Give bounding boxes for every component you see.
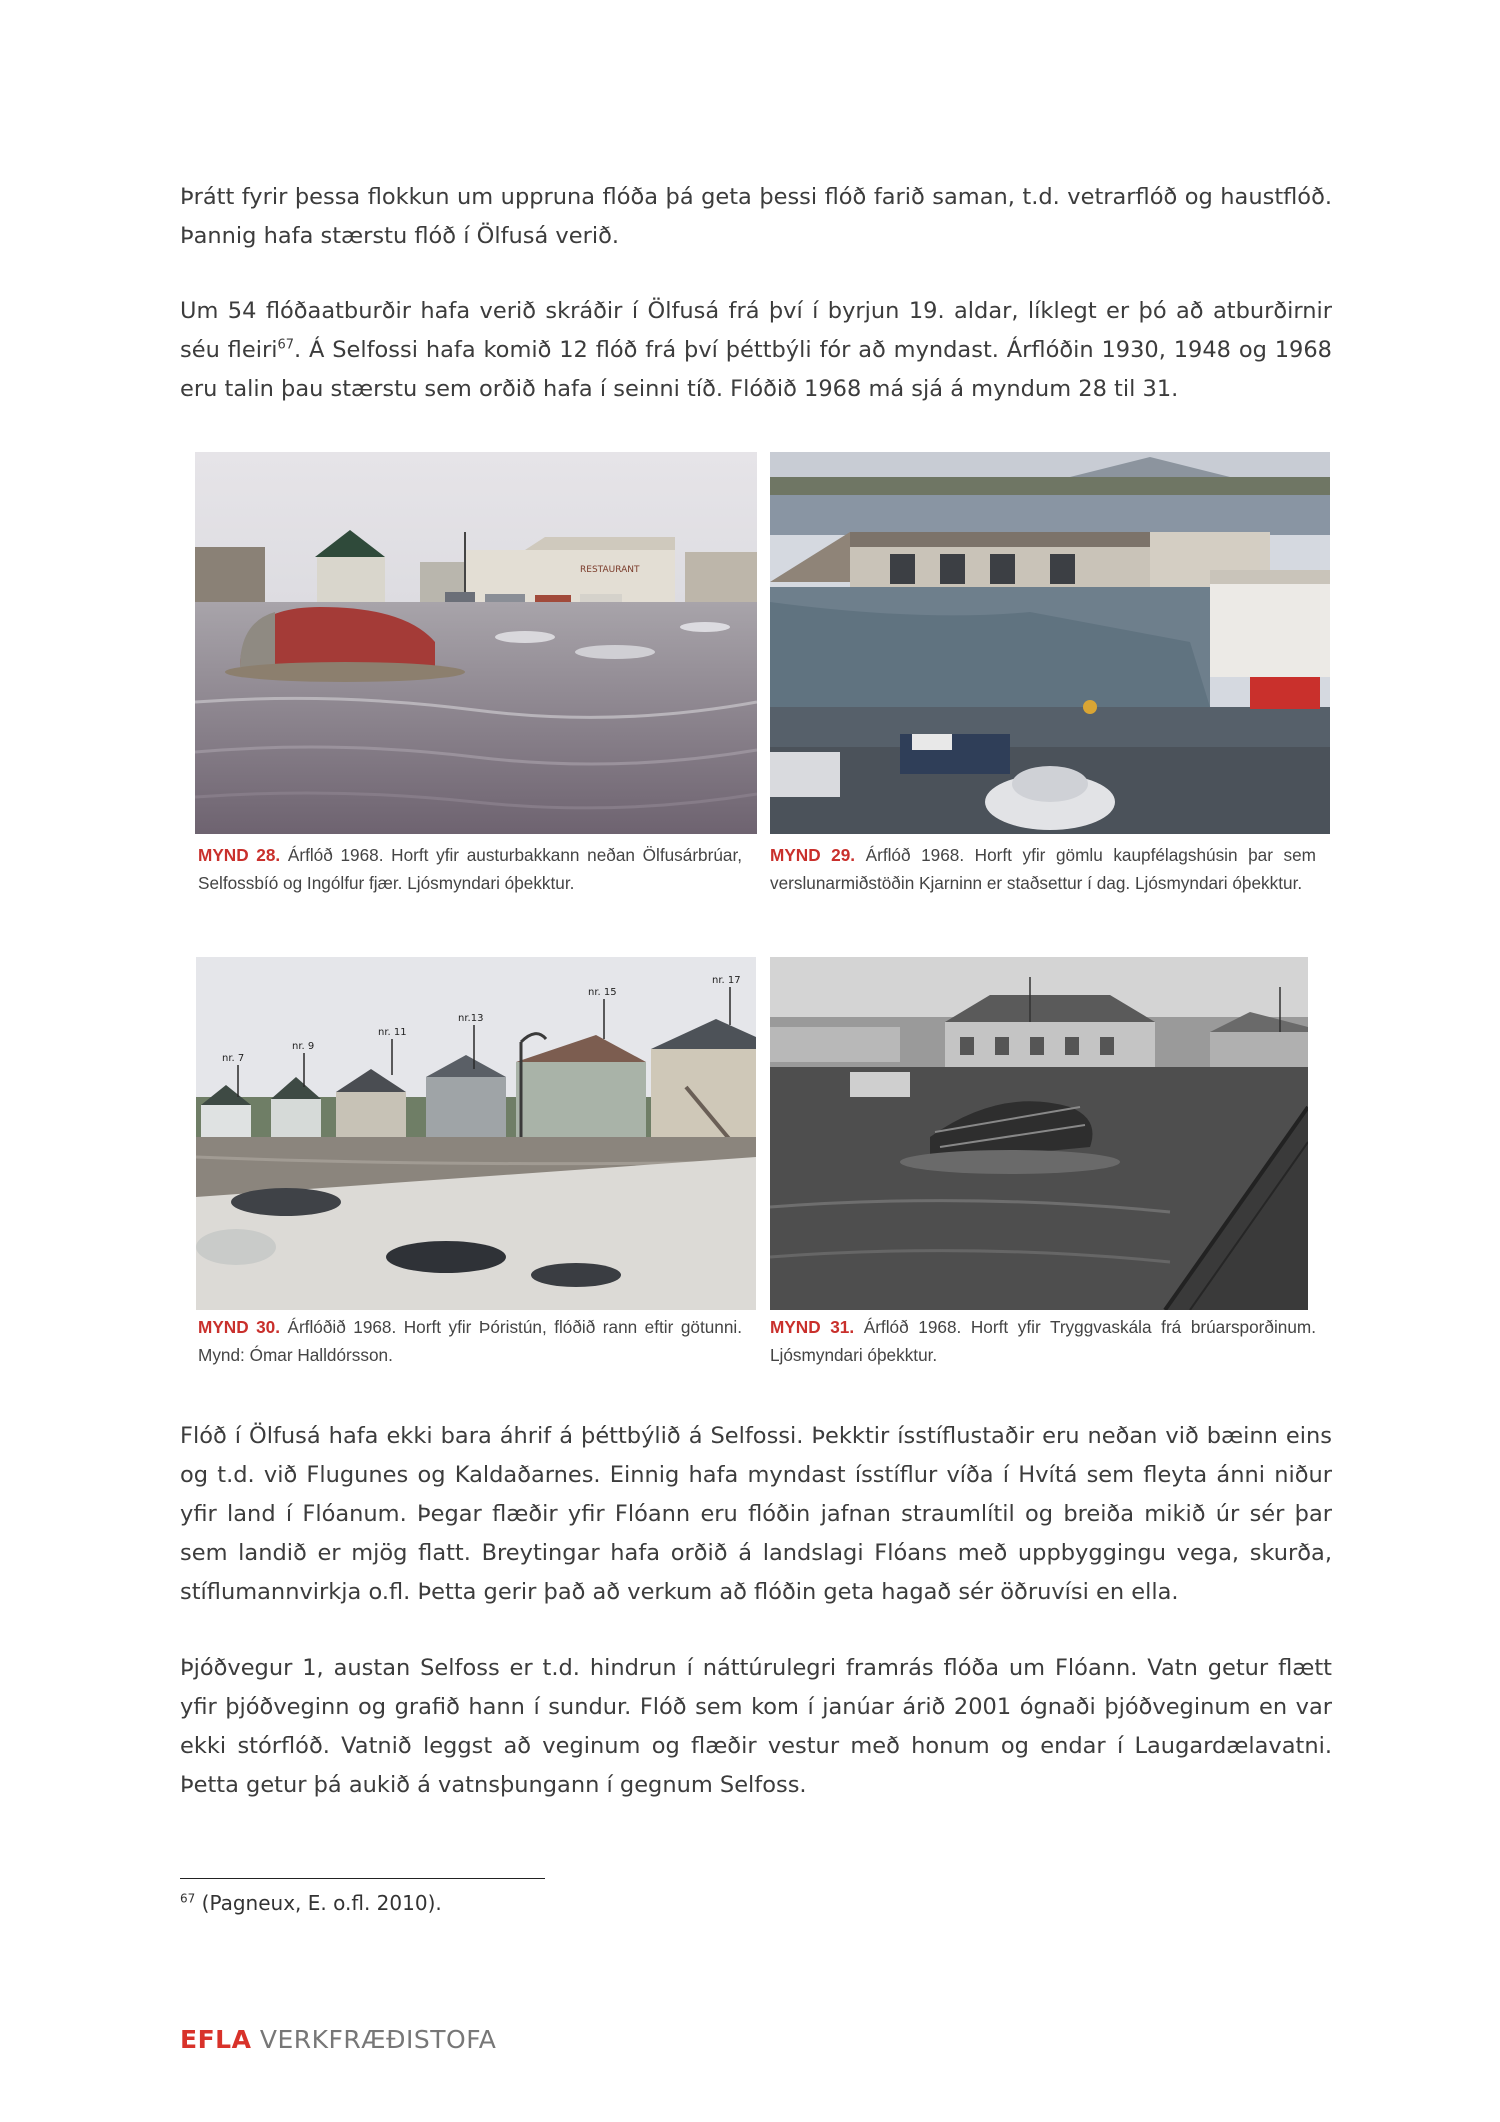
house-number-label: nr.13 xyxy=(458,1013,484,1024)
brand-subtitle: VERKFRÆÐISTOFA xyxy=(251,2025,497,2054)
footnote-divider xyxy=(180,1878,545,1879)
caption-photo-28 xyxy=(198,841,742,897)
caption-photo-31 xyxy=(770,1313,1316,1369)
flood-photo-31 xyxy=(770,957,1308,1310)
paragraph-flood-history xyxy=(180,292,1332,409)
paragraph-text: . Á Selfossi hafa komið 12 flóð frá því þéttbýli fór að myndast. Árflóðin 1930, 1948 og 1968 eru talin þau stærstu sem orðið hafa í seinni tíð. Flóðið 1968 má sjá á myndum 28 til 31. xyxy=(180,337,1332,402)
house-number-label: nr. 15 xyxy=(588,987,617,998)
caption-photo-30 xyxy=(198,1313,742,1369)
house-number-label: nr. 17 xyxy=(712,975,741,986)
figure-label: MYND 31. xyxy=(770,1317,855,1337)
footnote xyxy=(180,1888,442,1918)
figure-label: MYND 30. xyxy=(198,1317,280,1337)
caption-text: Árflóð 1968. Horft yfir Tryggvaskála frá brúarsporðinum. Ljósmyndari óþekktur. xyxy=(770,1317,1316,1365)
paragraph-text: Um 54 flóðaatburðir hafa verið skráðir í Ölfusá frá því í byrjun 19. aldar, líklegt er þó að atburðirnir séu fleiri xyxy=(180,298,1332,363)
paragraph-flood-impact: Flóð í Ölfusá hafa ekki bara áhrif á þéttbýlið á Selfossi. Þekktir ísstíflustaðir eru neðan við bæinn eins og t.d. við Flugunes og Kaldaðarnes. Einnig hafa myndast ísstíflur víða í Hvítá sem fleyta ánni niður yfir land í Flóanum. Þegar flæðir yfir Flóann eru flóðin jafnan straumlítil og breiða mikið úr sér þar sem landið er mjög flatt. Breytingar hafa orðið á landslagi Flóans með uppbyggingu vega, skurða, stíflumannvirkja o.fl. Þetta gerir það að verkum að flóðin geta hagað sér öðruvísi en ella. xyxy=(180,1423,1332,1605)
caption-text: Árflóð 1968. Horft yfir austurbakkann neðan Ölfusárbrúar, Selfossbíó og Ingólfur fjær. Ljósmyndari óþekktur. xyxy=(198,845,743,893)
caption-photo-29 xyxy=(770,841,1316,897)
footnote-text: (Pagneux, E. o.fl. 2010). xyxy=(195,1891,442,1915)
restaurant-sign: RESTAURANT xyxy=(580,565,640,575)
caption-text: Árflóð 1968. Horft yfir gömlu kaupfélagshúsin þar sem verslunarmiðstöðin Kjarninn er staðsettur í dag. Ljósmyndari óþekktur. xyxy=(770,845,1316,893)
caption-text: Árflóðið 1968. Horft yfir Þóristún, flóðið rann eftir götunni. Mynd: Ómar Halldórsson. xyxy=(198,1317,742,1365)
paragraph-flood-classification: Þrátt fyrir þessa flokkun um uppruna flóða þá geta þessi flóð farið saman, t.d. vetrarflóð og haustflóð. Þannig hafa stærstu flóð í Ölfusá verið. xyxy=(180,184,1332,249)
brand-name: EFLA xyxy=(180,2025,252,2054)
figure-label: MYND 29. xyxy=(770,845,856,865)
paragraph-national-road: Þjóðvegur 1, austan Selfoss er t.d. hindrun í náttúrulegri framrás flóða um Flóann. Vatn getur flætt yfir þjóðveginn og grafið hann í sundur. Flóð sem kom í janúar árið 2001 ógnaði þjóðveginum en var ekki stórflóð. Vatnið leggst að veginum og flæðir vestur með honum og endar í Laugardælavatni. Þetta getur þá aukið á vatnsþungann í gegnum Selfoss. xyxy=(180,1655,1332,1798)
house-number-label: nr. 7 xyxy=(222,1053,245,1064)
house-number-label: nr. 11 xyxy=(378,1027,407,1038)
footnote-reference: 67 xyxy=(277,337,294,353)
flood-photo-28 xyxy=(195,452,757,834)
figure-label: MYND 28. xyxy=(198,845,281,865)
footer-logo xyxy=(180,2025,496,2054)
flood-photo-29 xyxy=(770,452,1330,834)
flood-photo-30 xyxy=(196,957,756,1310)
footnote-number: 67 xyxy=(180,1891,196,1906)
house-number-label: nr. 9 xyxy=(292,1041,315,1052)
